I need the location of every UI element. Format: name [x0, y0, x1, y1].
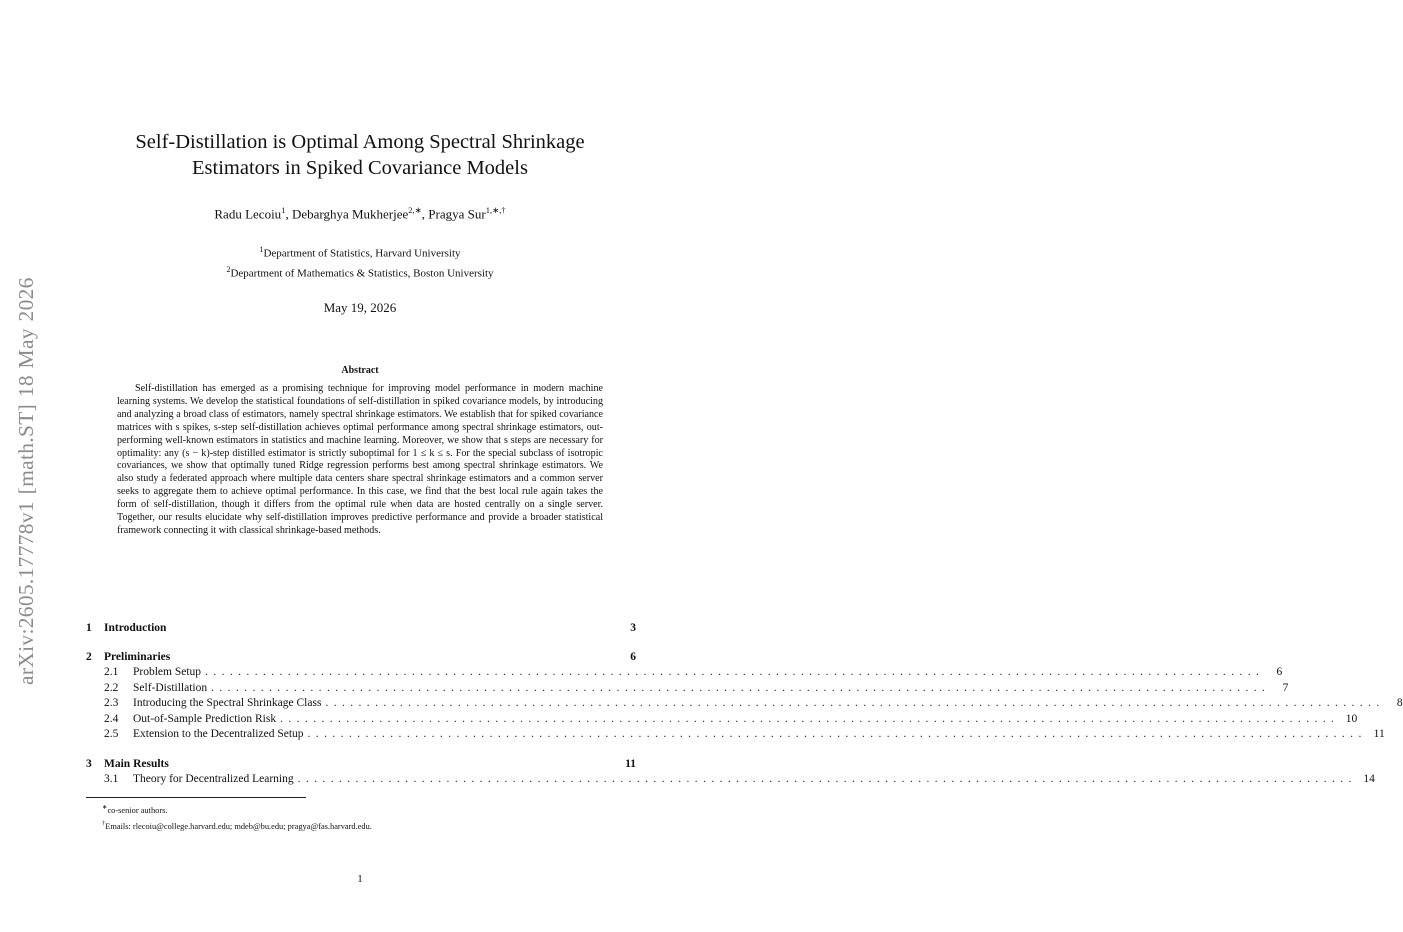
toc-page-number: 10	[1345, 713, 1358, 725]
toc-number: 2	[86, 651, 92, 663]
toc-label: Preliminaries	[104, 651, 171, 663]
toc-dot-leader: ................................................................................................................................	[307, 728, 1367, 740]
toc-page-number: 11	[625, 758, 636, 770]
toc-entry-decentralized-setup[interactable]	[86, 728, 1385, 743]
toc-label: Introduction	[104, 622, 167, 634]
toc-label: Main Results	[104, 758, 169, 770]
abstract-heading: Abstract	[341, 365, 379, 376]
toc-entry-introduction[interactable]	[86, 622, 636, 637]
affiliation-text: Department of Statistics, Harvard University	[263, 247, 461, 260]
toc-entry-preliminaries[interactable]	[86, 651, 636, 666]
author-list	[90, 205, 630, 222]
toc-number: 2.2	[104, 682, 119, 694]
toc-entry-main-results[interactable]	[86, 758, 636, 773]
toc-page-number: 7	[1282, 682, 1289, 694]
toc-page-number: 6	[630, 651, 636, 663]
toc-number: 2.1	[104, 666, 119, 678]
toc-number: 1	[86, 622, 92, 634]
toc-page-number: 8	[1396, 697, 1403, 709]
footnote-divider	[86, 797, 306, 798]
author-name: Pragya Sur	[428, 206, 486, 222]
author-affiliation-mark: 1,∗,†	[485, 205, 506, 215]
affiliation-list	[90, 242, 630, 281]
author-separator: ,	[285, 206, 292, 222]
toc-page-number: 14	[1363, 773, 1375, 785]
paper-title	[90, 129, 630, 181]
abstract-text: Self-distillation has emerged as a promising technique for improving model performance in modern machine learning systems. We develop the statistical foundations of self-distillation in spiked covariance models, by introducing and analyzing a broad class of estimators, namely spectral shrinkage estimators. We establish that for spiked covariance matrices with s spikes, s-step self-distillation achieves optimal performance among spectral shrinkage estimators, out-performing well-known estimators in statistics and machine learning. Moreover, we show that s steps are necessary for optimality: any (s − k)-step distilled estimator is strictly suboptimal for 1 ≤ k ≤ s. For the special subclass of isotropic covariances, we show that optimally tuned Ridge regression performs best among spectral shrinkage estimators. We also study a federated approach where multiple data centers share spectral shrinkage estimators and a common server seeks to aggregate them to achieve optimal performance. In this case, we find that the best local rule again takes the form of self-distillation, though it differs from the optimal rule when data are hosted centrally on a single server. Together, our results elucidate why self-distillation improves predictive performance and provide a broader statistical framework connecting it with classical shrinkage-based methods.	[117, 383, 603, 536]
author-separator: ,	[421, 206, 429, 222]
toc-dot-leader: ................................................................................................................................	[205, 666, 1265, 678]
page-number: 1	[357, 873, 363, 885]
toc-entry-decentralized-learning[interactable]	[86, 773, 1375, 788]
author-affiliation-mark: 2,∗	[408, 205, 422, 215]
author-affiliation-mark: 1	[281, 205, 286, 215]
toc-dot-leader: ................................................................................................................................	[280, 713, 1340, 725]
author-name: Debarghya Mukherjee	[291, 206, 409, 222]
affiliation-line	[90, 262, 630, 282]
toc-dot-leader: ................................................................................................................................	[211, 682, 1271, 694]
toc-page-number: 6	[1276, 666, 1283, 678]
affiliation-line	[90, 242, 630, 262]
toc-label: Introducing the Spectral Shrinkage Class	[133, 697, 322, 709]
toc-entry-problem-setup[interactable]	[86, 666, 1283, 681]
toc-label: Extension to the Decentralized Setup	[133, 728, 304, 740]
toc-entry-self-distillation[interactable]	[86, 682, 1289, 697]
footnote-text: Emails: rlecoiu@college.harvard.edu; mdeb@bu.edu; pragya@fas.harvard.edu.	[105, 821, 372, 831]
author-name: Radu Lecoiu	[214, 206, 282, 222]
toc-number: 2.3	[104, 697, 119, 709]
toc-entry-prediction-risk[interactable]	[86, 713, 1358, 728]
affiliation-mark: 2	[226, 264, 231, 274]
affiliation-text: Department of Mathematics & Statistics, Boston University	[230, 267, 494, 280]
toc-entry-spectral-shrinkage-class[interactable]	[86, 697, 1403, 712]
title-line-1: Self-Distillation is Optimal Among Spectral Shrinkage	[135, 131, 585, 153]
toc-dot-leader: ................................................................................................................................	[297, 773, 1357, 785]
paper-date: May 19, 2026	[323, 300, 397, 315]
title-line-2: Estimators in Spiked Covariance Models	[192, 157, 528, 179]
footnote-text: co-senior authors.	[107, 805, 168, 815]
footnote	[102, 817, 622, 833]
toc-number: 2.4	[104, 713, 119, 725]
footnote-mark: †	[102, 819, 106, 827]
toc-label: Problem Setup	[133, 666, 202, 678]
affiliation-mark: 1	[259, 245, 264, 254]
toc-page-number: 3	[630, 622, 636, 634]
toc-number: 2.5	[104, 728, 119, 740]
toc-page-number: 11	[1373, 728, 1385, 740]
toc-label: Self-Distillation	[133, 682, 208, 694]
toc-label: Out-of-Sample Prediction Risk	[133, 713, 277, 725]
toc-number: 3.1	[104, 773, 119, 785]
toc-number: 3	[86, 758, 92, 770]
toc-dot-leader: ................................................................................................................................	[325, 697, 1385, 709]
footnote	[102, 801, 622, 817]
footnotes	[102, 801, 622, 833]
footnote-mark: ∗	[102, 804, 108, 811]
arxiv-identifier-stamp: arXiv:2605.17778v1 [math.ST] 18 May 2026	[14, 277, 38, 685]
toc-label: Theory for Decentralized Learning	[133, 773, 294, 785]
